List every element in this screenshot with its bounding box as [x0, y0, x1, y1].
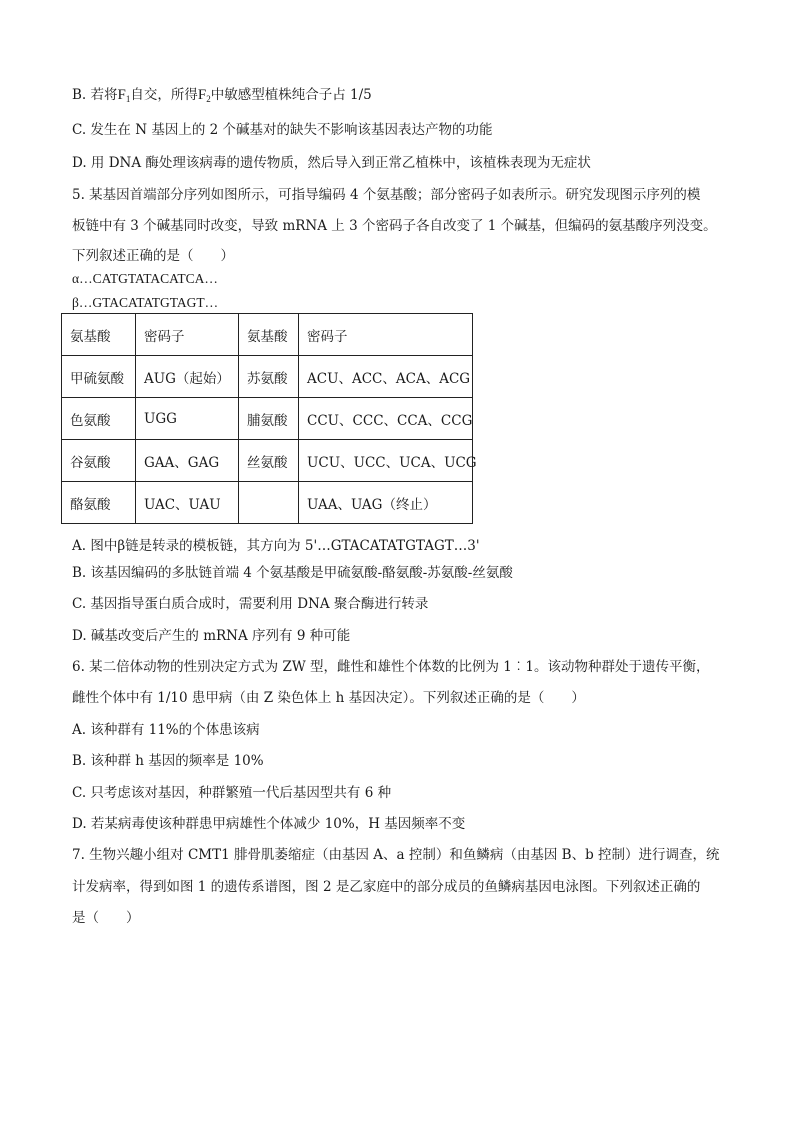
- q6-option-a: A. 该种群有 11%的个体患该病: [72, 722, 260, 738]
- table-row: [62, 440, 473, 482]
- table-cell: UAC、UAU: [136, 482, 239, 524]
- q5-option-a: A. 图中β链是转录的模板链，其方向为 5'…GTACATATGTAGT…3': [72, 538, 480, 554]
- table-cell: GAA、GAG: [136, 440, 239, 482]
- q7-stem-line-2: 计发病率，得到如图 1 的遗传系谱图，图 2 是乙家庭中的部分成员的鱼鳞病基因电泳图。下列叙述正确的: [72, 879, 701, 895]
- table-cell: 色氨酸: [62, 398, 136, 440]
- table-cell: ACU、ACC、ACA、ACG: [299, 356, 473, 398]
- table-header-cell: 密码子: [136, 314, 239, 356]
- f1-symbol: $F_1$: [117, 87, 131, 104]
- table-cell: UGG: [136, 398, 239, 440]
- table-cell: CCU、CCC、CCA、CCG: [299, 398, 473, 440]
- q5-beta-strand: β…GTACATATGTAGT…: [72, 295, 219, 310]
- table-row: [62, 398, 473, 440]
- q5-stem-line-1: 5. 某基因首端部分序列如图所示，可指导编码 4 个氨基酸；部分密码子如表所示。研究发现图示序列的模: [72, 187, 701, 203]
- table-row: [62, 482, 473, 524]
- q6-option-b: B. 该种群 h 基因的频率是 10%: [72, 753, 264, 769]
- q6-option-d: D. 若某病毒使该种群患甲病雄性个体减少 10%，H 基因频率不变: [72, 816, 466, 832]
- q4-option-b: B. 若将$F_1$自交，所得$F_2$中敏感型植株纯合子占 1/5: [72, 87, 372, 104]
- codon-table: [61, 313, 477, 524]
- q5-option-b: B. 该基因编码的多肽链首端 4 个氨基酸是甲硫氨酸-酪氨酸-苏氨酸-丝氨酸: [72, 565, 513, 581]
- table-cell: [239, 482, 299, 524]
- q6-stem-line-1: 6. 某二倍体动物的性别决定方式为 ZW 型，雌性和雄性个体数的比例为 1︰1。该动物种群处于遗传平衡，: [72, 659, 710, 675]
- table-cell: 谷氨酸: [62, 440, 136, 482]
- q7-stem-line-3: 是（ ）: [72, 910, 140, 926]
- table-cell: AUG（起始）: [136, 356, 239, 398]
- q6-option-c: C. 只考虑该对基因，种群繁殖一代后基因型共有 6 种: [72, 785, 392, 801]
- q6-stem-line-2: 雌性个体中有 1/10 患甲病（由 Z 染色体上 h 基因决定）。下列叙述正确的是（ ）: [72, 690, 585, 706]
- table-cell: 苏氨酸: [239, 356, 299, 398]
- table-header-row: [62, 314, 473, 356]
- table-header-cell: 密码子: [299, 314, 473, 356]
- table-header-cell: 氨基酸: [62, 314, 136, 356]
- table-cell: 酪氨酸: [62, 482, 136, 524]
- q5-alpha-strand: α…CATGTATACATCA…: [72, 271, 218, 286]
- table-cell: UAA、UAG（终止）: [299, 482, 473, 524]
- table-row: [62, 356, 473, 398]
- q4-option-c: C. 发生在 N 基因上的 2 个碱基对的缺失不影响该基因表达产物的功能: [72, 122, 493, 138]
- q5-stem-line-2: 板链中有 3 个碱基同时改变，导致 mRNA 上 3 个密码子各自改变了 1 个碱基，但编码的氨基酸序列没变。: [72, 218, 717, 234]
- q5-option-d: D. 碱基改变后产生的 mRNA 序列有 9 种可能: [72, 628, 351, 644]
- f2-symbol: $F_2$: [197, 87, 211, 104]
- table-cell: UCU、UCC、UCA、UCG: [299, 440, 473, 482]
- q4-option-d: D. 用 DNA 酶处理该病毒的遗传物质，然后导入到正常乙植株中，该植株表现为无症状: [72, 155, 591, 171]
- table-cell: 脯氨酸: [239, 398, 299, 440]
- table-header-cell: 氨基酸: [239, 314, 299, 356]
- table-cell: 丝氨酸: [239, 440, 299, 482]
- q7-stem-line-1: 7. 生物兴趣小组对 CMT1 腓骨肌萎缩症（由基因 A、a 控制）和鱼鳞病（由基因 B、b 控制）进行调查，统: [72, 847, 720, 863]
- q5-option-c: C. 基因指导蛋白质合成时，需要利用 DNA 聚合酶进行转录: [72, 596, 429, 612]
- q5-stem-line-3: 下列叙述正确的是（ ）: [72, 248, 234, 264]
- table-cell: 甲硫氨酸: [62, 356, 136, 398]
